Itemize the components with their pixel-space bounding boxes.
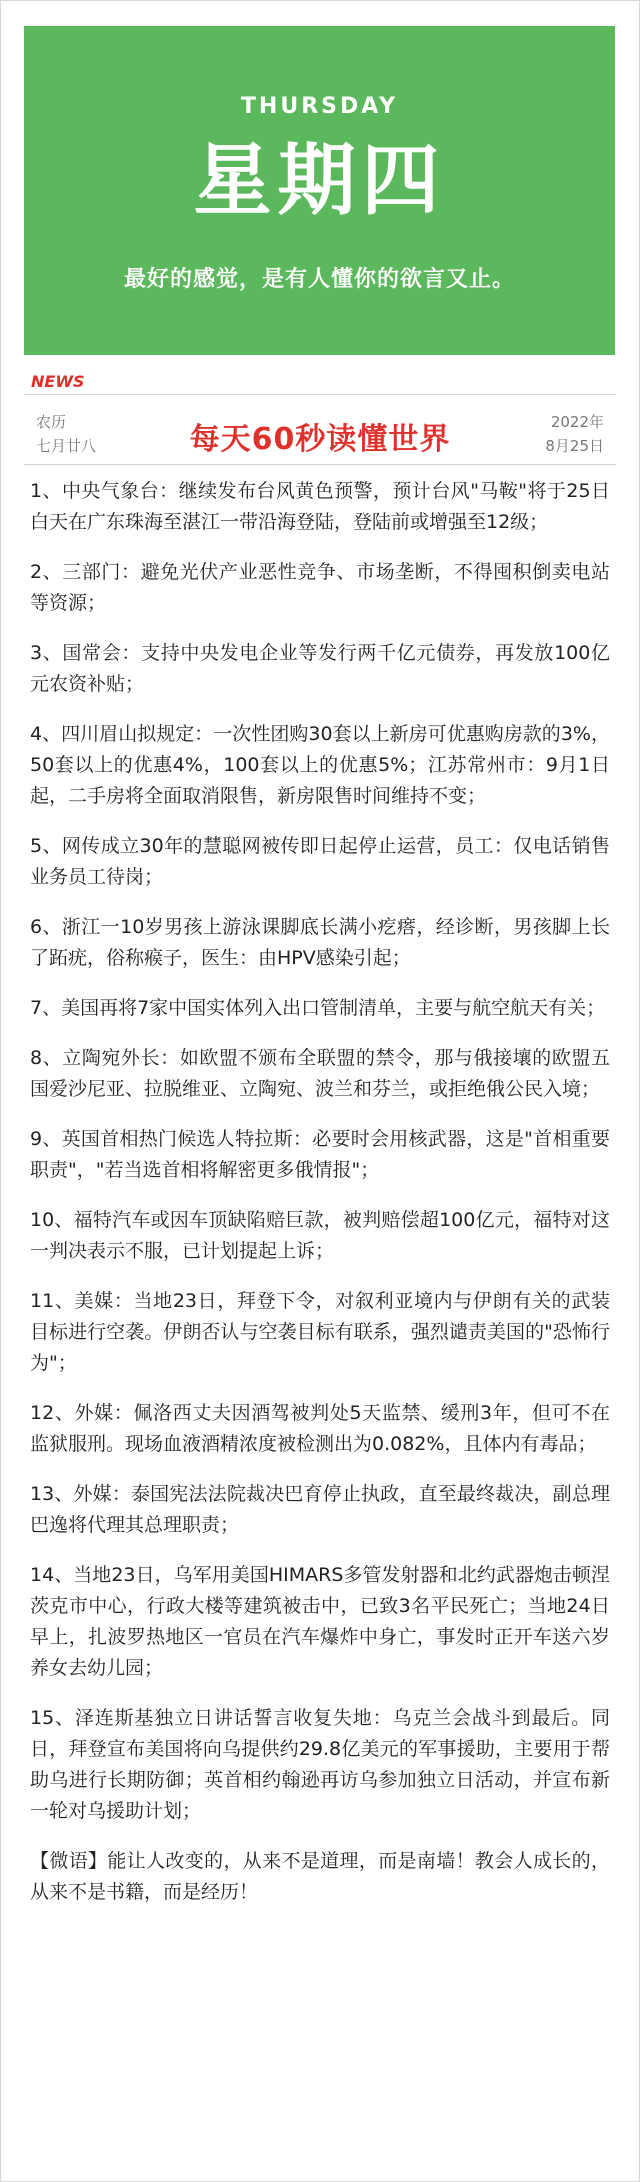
lunar-label: 农历 [36, 413, 67, 431]
header-divider-top [24, 394, 616, 395]
news-item: 13、外媒：泰国宪法法院裁决巴育停止执政，直至最终裁决，副总理巴逸将代理其总理职责； [30, 1483, 610, 1536]
year-label: 2022年 [550, 413, 604, 431]
news-item: 12、外媒：佩洛西丈夫因酒驾被判处5天监禁、缓刑3年，但可不在监狱服刑。现场血液酒精浓度被检测出为0.082%，且体内有毒品； [30, 1402, 610, 1455]
news-item: 5、网传成立30年的慧聪网被传即日起停止运营，员工：仅电话销售业务员工待岗； [30, 835, 610, 888]
weekday-chinese: 星期四 [193, 135, 446, 226]
news-tag: NEWS [31, 372, 85, 391]
news-item: 4、四川眉山拟规定：一次性团购30套以上新房可优惠购房款的3%，50套以上的优惠4%，100套以上的优惠5%；江苏常州市：9月1日起，二手房将全面取消限售，新房限售时间维持不变； [30, 723, 610, 807]
news-item: 1、中央气象台：继续发布台风黄色预警，预计台风"马鞍"将于25日白天在广东珠海至湛江一带沿海登陆，登陆前或增强至12级； [30, 480, 610, 533]
gregorian-date-block [545, 410, 604, 458]
header-divider-bottom [24, 464, 616, 465]
page-title: 每天60秒读懂世界 [189, 422, 451, 457]
weekday-english: THURSDAY [240, 94, 399, 119]
news-item: 14、当地23日，乌军用美国HIMARS多管发射器和北约武器炮击顿涅茨克市中心，行政大楼等建筑被击中，已致3名平民死亡；当地24日早上，扎波罗热地区一官员在汽车爆炸中身亡，事发时正开车送六岁养女去幼儿园； [30, 1564, 610, 1679]
date-banner [24, 26, 615, 355]
date-label: 8月25日 [545, 437, 604, 455]
daily-saying: 【微语】能让人改变的，从来不是道理，而是南墙！教会人成长的，从来不是书籍，而是经历！ [30, 1850, 610, 1903]
banner-motto: 最好的感觉，是有人懂你的欲言又止。 [123, 267, 515, 292]
news-list [30, 476, 610, 1927]
news-item: 2、三部门：避免光伏产业恶性竞争、市场垄断，不得囤积倒卖电站等资源； [30, 561, 610, 614]
lunar-date: 七月廿八 [36, 437, 97, 455]
news-item: 9、英国首相热门候选人特拉斯：必要时会用核武器，这是"首相重要职责"，"若当选首相将解密更多俄情报"； [30, 1128, 610, 1181]
news-item: 8、立陶宛外长：如欧盟不颁布全联盟的禁令，那与俄接壤的欧盟五国爱沙尼亚、拉脱维亚、立陶宛、波兰和芬兰，或拒绝俄公民入境； [30, 1047, 610, 1100]
news-item: 11、美媒：当地23日，拜登下令，对叙利亚境内与伊朗有关的武装目标进行空袭。伊朗否认与空袭目标有联系，强烈谴责美国的"恐怖行为"； [30, 1290, 610, 1374]
news-item: 3、国常会：支持中央发电企业等发行两千亿元债券，再发放100亿元农资补贴； [30, 642, 610, 695]
news-item: 6、浙江一10岁男孩上游泳课脚底长满小疙瘩，经诊断，男孩脚上长了跖疣，俗称瘊子，医生：由HPV感染引起； [30, 916, 610, 969]
news-item: 10、福特汽车或因车顶缺陷赔巨款，被判赔偿超100亿元，福特对这一判决表示不服，已计划提起上诉； [30, 1209, 610, 1262]
news-item: 7、美国再将7家中国实体列入出口管制清单，主要与航空航天有关； [30, 997, 606, 1019]
news-item: 15、泽连斯基独立日讲话誓言收复失地：乌克兰会战斗到最后。同日，拜登宣布美国将向乌提供约29.8亿美元的军事援助，主要用于帮助乌进行长期防御；英首相约翰逊再访乌参加独立日活动，并宣布新一轮对乌援助计划； [30, 1707, 610, 1822]
